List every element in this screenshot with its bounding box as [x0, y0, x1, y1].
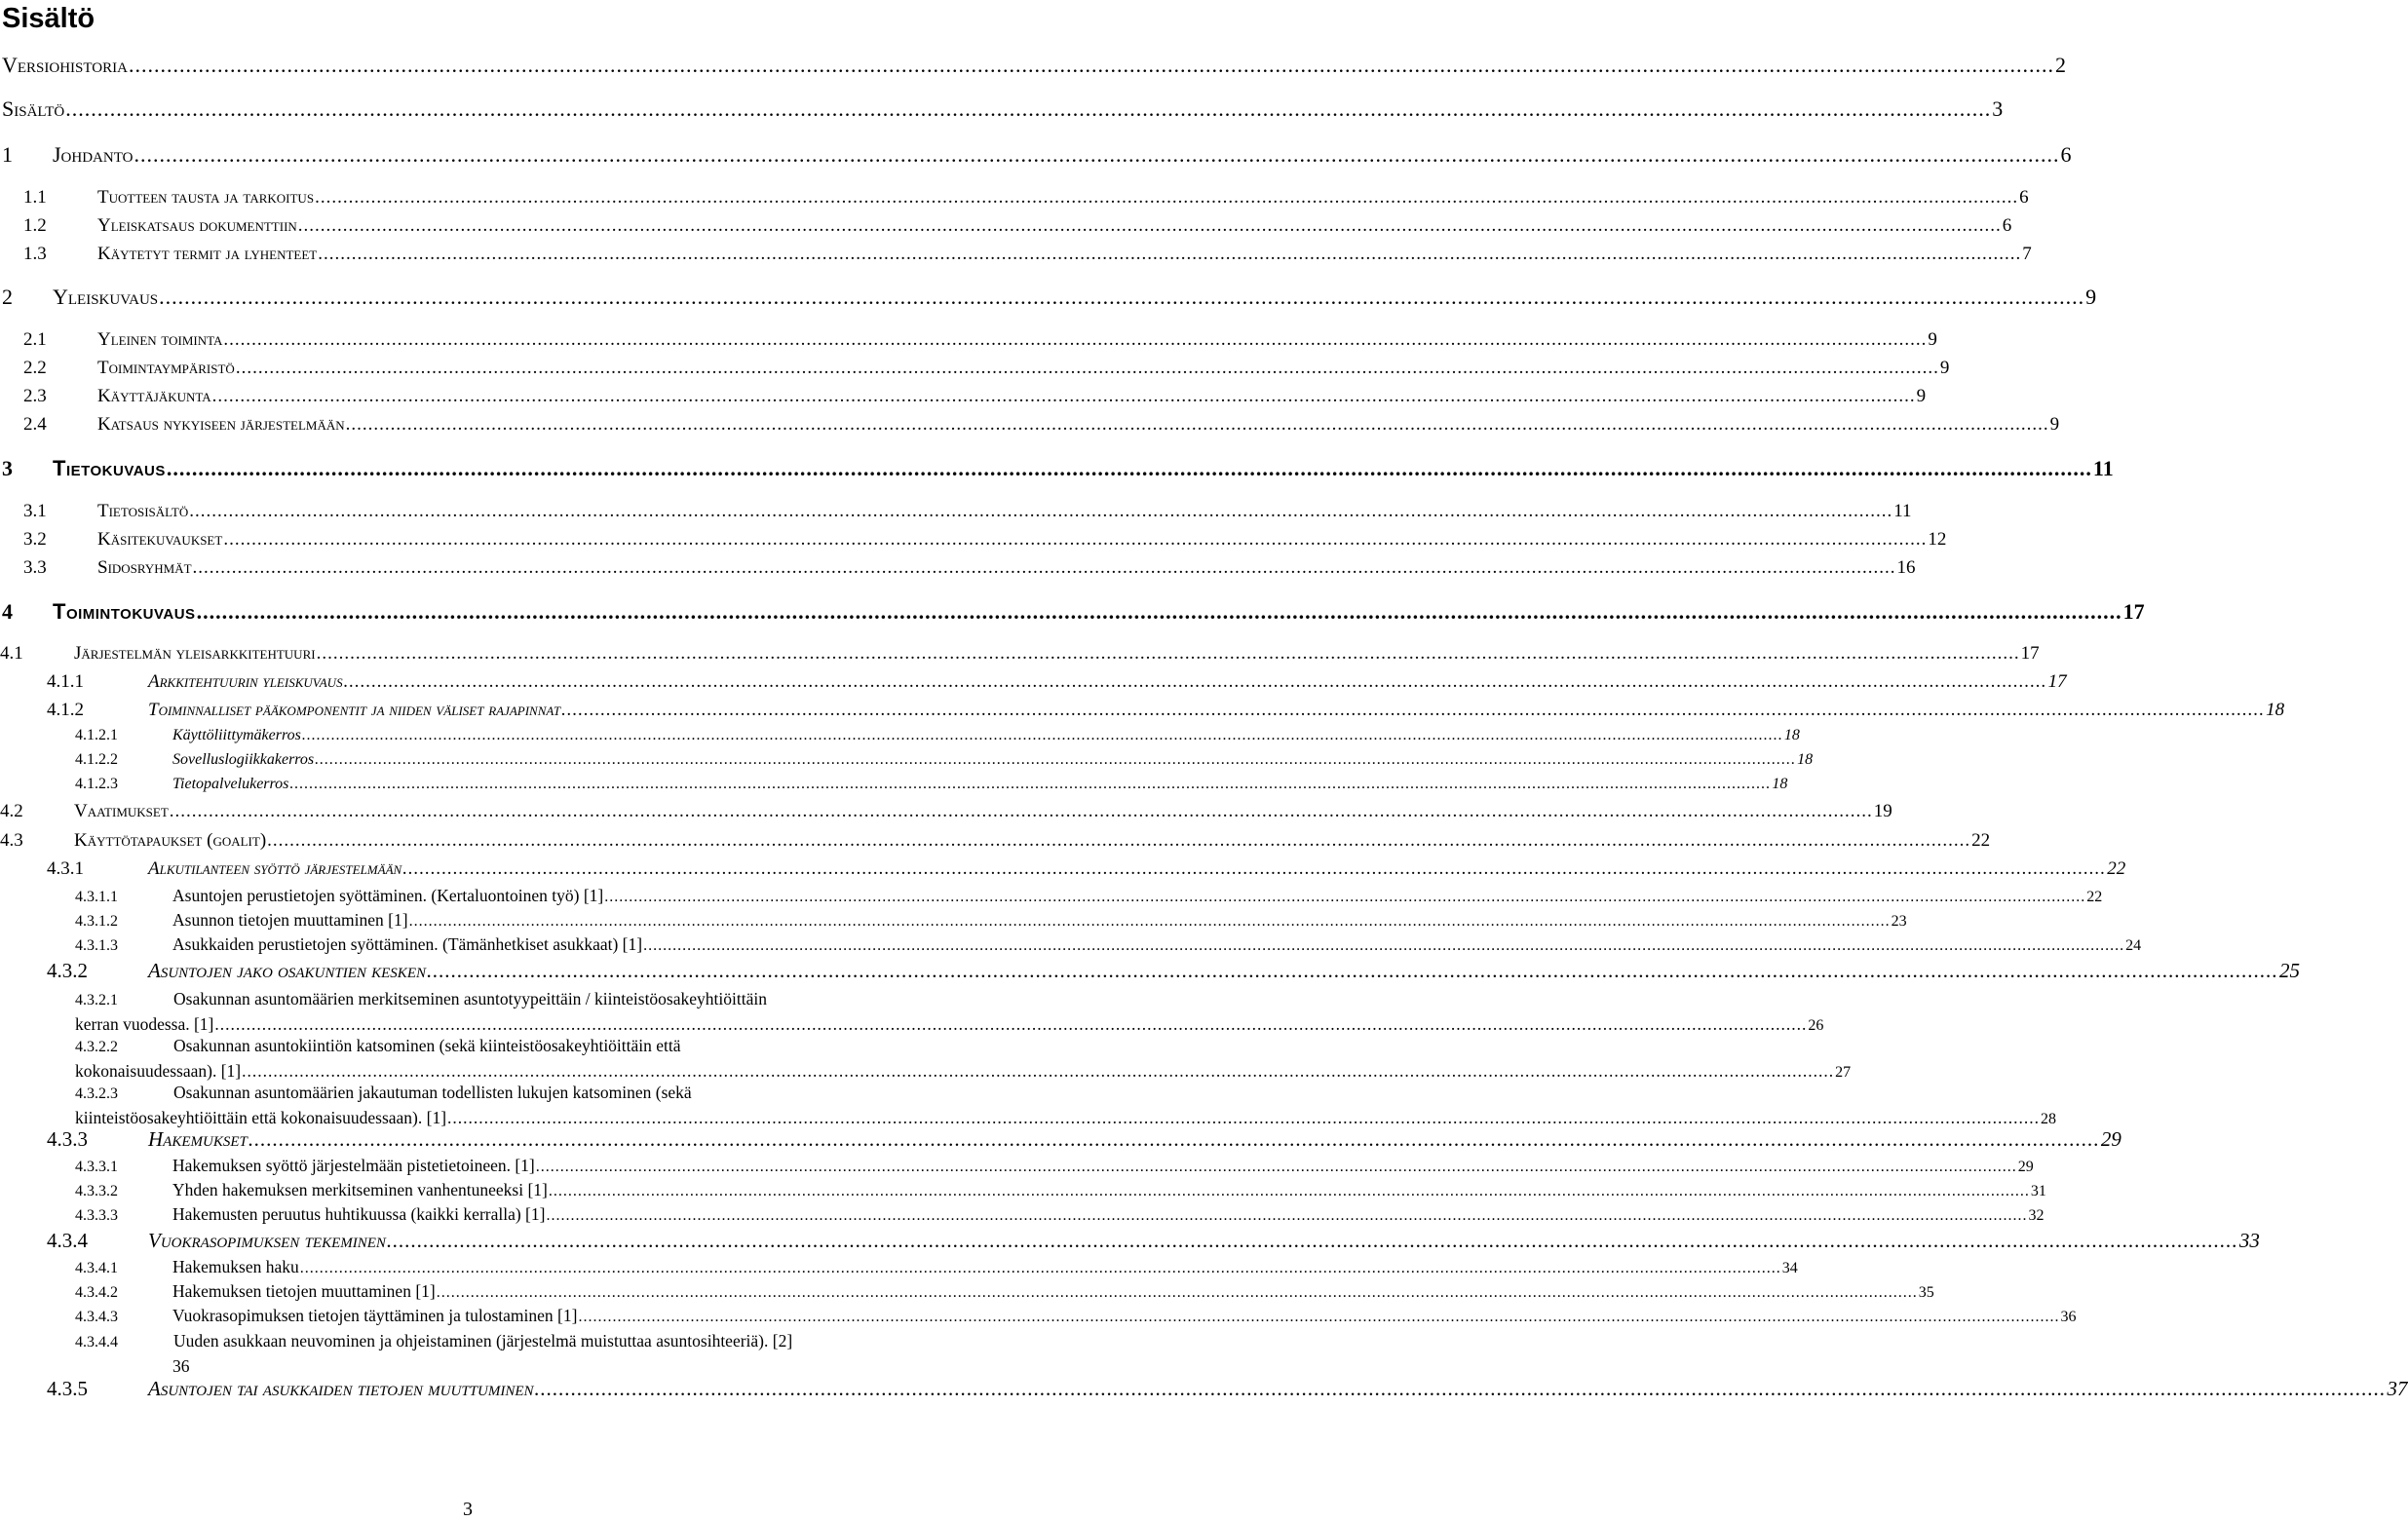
toc-page-number: 17	[2047, 671, 2067, 692]
page-number-footer: 3	[463, 1499, 473, 1520]
toc-entry-number: 4.3.4.3	[75, 1309, 118, 1325]
toc-page-number: 18	[2266, 700, 2285, 720]
toc-entry-number: 4.3.5	[47, 1377, 88, 1400]
toc-entry-label: Arkkitehtuurin yleiskuvaus	[148, 671, 343, 692]
toc-entry-label: Vuokrasopimuksen tekeminen	[148, 1229, 386, 1252]
toc-entry[interactable]	[0, 1127, 2121, 1152]
dot-leader	[212, 386, 1916, 407]
toc-entry-label: Osakunnan asuntomäärien merkitseminen asuntotyypeittäin / kiinteistöosakeyhtiöittäin	[173, 989, 767, 1008]
toc-entry[interactable]	[0, 1229, 2260, 1253]
toc-entry-number: 2.1	[23, 329, 47, 350]
toc-entry[interactable]	[0, 53, 2066, 78]
toc-page-number: 12	[1928, 529, 1947, 550]
dot-leader	[223, 329, 1927, 351]
toc-entry-number: 4.1.2.3	[75, 776, 118, 792]
toc-page-number: 9	[1928, 329, 1937, 350]
dot-leader	[561, 700, 2265, 721]
toc-entry[interactable]	[0, 285, 2097, 310]
dot-leader	[409, 913, 1891, 931]
toc-page-number: 18	[1783, 727, 1800, 743]
toc-entry-label: Järjestelmän yleisarkkitehtuuri	[74, 643, 316, 664]
toc-entry-number: 4.3.2.2	[75, 1039, 118, 1055]
toc-entry[interactable]	[0, 96, 2004, 122]
dot-leader	[167, 456, 2092, 481]
toc-entry-number: 2.2	[23, 358, 47, 378]
toc-page-number: 36	[2060, 1309, 2077, 1325]
toc-entry[interactable]	[0, 142, 2072, 168]
toc-entry-label: Hakemuksen haku	[172, 1257, 299, 1276]
dot-leader	[536, 1159, 2017, 1176]
toc-entry[interactable]	[0, 358, 1950, 379]
dot-leader	[344, 671, 2047, 693]
toc-page-number: 32	[2028, 1207, 2045, 1224]
toc-entry-number: 3.2	[23, 529, 47, 550]
toc-entry-number: 1	[2, 142, 13, 167]
toc-entry-number: 4.3.3.1	[75, 1159, 118, 1175]
toc-entry[interactable]	[0, 244, 2032, 265]
toc-entry[interactable]	[0, 801, 1892, 822]
toc-page-number: 9	[2049, 414, 2060, 435]
toc-page-number: 29	[2017, 1159, 2034, 1175]
toc-entry-label: Yleiskuvaus	[53, 285, 159, 309]
dot-leader	[318, 244, 2021, 265]
dot-leader	[129, 53, 2054, 78]
toc-page-number: 18	[1772, 776, 1788, 792]
dot-leader	[223, 529, 1927, 551]
toc-entry-label: Alkutilanteen syöttö järjestelmään	[148, 858, 402, 879]
toc-entry-number: 3	[2, 456, 13, 480]
toc-entry[interactable]	[0, 1034, 1852, 1084]
toc-entry-number: 4.3.2.1	[75, 992, 118, 1008]
dot-leader	[159, 285, 2084, 310]
toc-entry[interactable]	[0, 1377, 2408, 1401]
toc-entry-number: 4.3.1	[47, 858, 84, 879]
toc-entry-number: 4.2	[0, 801, 23, 821]
toc-entry-number: 4.3.2.3	[75, 1085, 118, 1102]
toc-entry-number: 4.3.4.4	[75, 1334, 118, 1351]
toc-page-number: 6	[2019, 187, 2029, 208]
dot-leader	[236, 358, 1939, 379]
toc-entry[interactable]	[0, 414, 2060, 436]
toc-entry-number: 1.1	[23, 187, 47, 208]
toc-entry[interactable]	[0, 934, 2142, 955]
dot-leader	[427, 959, 2278, 983]
toc-entry-label: Asukkaiden perustietojen syöttäminen. (Tämänhetkiset asukkaat) [1]	[172, 934, 643, 954]
toc-entry-number: 4.3.3.2	[75, 1183, 118, 1199]
toc-entry-label: Yhden hakemuksen merkitseminen vanhentuneeksi [1]	[172, 1180, 548, 1199]
toc-entry-label: Tietokuvaus	[53, 456, 166, 480]
toc-page-number: 11	[1893, 501, 1912, 521]
toc-entry-label: Toimintaympäristö	[97, 358, 235, 378]
toc-entry[interactable]	[0, 858, 2126, 880]
toc-page-number: 22	[1971, 830, 1991, 851]
dot-leader	[298, 215, 2002, 237]
toc-entry[interactable]	[0, 1156, 2034, 1176]
toc-entry-number: 2.4	[23, 414, 47, 435]
toc-page-number: 6	[2002, 215, 2012, 236]
toc-entry[interactable]	[0, 751, 1814, 769]
toc-entry-number: 3.1	[23, 501, 47, 521]
dot-leader	[578, 1309, 2059, 1326]
toc-entry[interactable]	[0, 776, 1788, 793]
toc-page-number: 35	[1918, 1284, 1934, 1301]
toc-entry-label: Johdanto	[53, 142, 134, 167]
toc-page-number: 18	[1797, 751, 1814, 768]
toc-entry-label: Asuntojen perustietojen syöttäminen. (Kertaluontoinen työ) [1]	[172, 886, 604, 905]
toc-entry-number: 3.3	[23, 557, 47, 578]
toc-entry-number: 4.1	[0, 643, 23, 664]
toc-entry-label: Asuntojen jako osakuntien kesken	[148, 959, 426, 982]
toc-page-number: 9	[2085, 285, 2097, 309]
dot-leader	[193, 557, 1896, 579]
toc-page-number: 25	[2278, 959, 2300, 982]
toc-page-number: 29	[2100, 1127, 2121, 1151]
toc-entry[interactable]	[0, 1281, 1934, 1302]
toc-entry-number: 4.1.1	[47, 671, 84, 692]
toc-page-number: 33	[2238, 1229, 2260, 1252]
toc-page-number: 23	[1891, 913, 1907, 930]
toc-entry-label: Hakemuksen syöttö järjestelmään pistetietoineen. [1]	[172, 1156, 535, 1175]
toc-entry[interactable]	[0, 501, 1912, 522]
dot-leader	[549, 1183, 2030, 1200]
toc-entry[interactable]	[0, 329, 1937, 351]
toc-page-number: 27	[1835, 1064, 1852, 1081]
toc-entry[interactable]	[0, 529, 1947, 551]
toc-page-number: 22	[2107, 858, 2126, 879]
dot-leader	[402, 858, 2106, 880]
toc-entry[interactable]	[0, 987, 1824, 1038]
dot-leader	[604, 889, 2085, 906]
toc-entry-number: 4.3.1.3	[75, 937, 118, 954]
toc-entry-label: Hakemuksen tietojen muuttaminen [1]	[172, 1281, 436, 1301]
toc-page-number: 28	[2041, 1111, 2057, 1127]
toc-page-number: 7	[2022, 244, 2032, 264]
toc-page-number: 34	[1781, 1260, 1798, 1276]
toc-entry-label-cont: kiinteistöosakeyhtiöittäin että kokonaisuudessaan). [1]	[75, 1108, 447, 1127]
toc-entry[interactable]	[0, 886, 2103, 906]
toc-entry-label: Asuntojen tai asukkaiden tietojen muuttuminen	[148, 1377, 534, 1400]
toc-entry-label: Toimintokuvaus	[53, 599, 196, 624]
toc-page-number: 37	[2387, 1377, 2408, 1400]
toc-page-number: 17	[2020, 643, 2040, 664]
toc-entry-number: 1.2	[23, 215, 47, 236]
toc-entry-label: Tietosisältö	[97, 501, 189, 521]
dot-leader	[346, 414, 2049, 436]
toc-entry-label-cont: kokonaisuudessaan). [1]	[75, 1061, 242, 1081]
toc-entry-label: Hakemusten peruutus huhtikuussa (kaikki kerralla) [1]	[172, 1204, 546, 1224]
toc-entry-label: Vuokrasopimuksen tietojen täyttäminen ja tulostaminen [1]	[172, 1306, 578, 1325]
toc-entry-label: Versiohistoria	[2, 53, 128, 77]
toc-page-number: 16	[1896, 557, 1916, 578]
toc-page-number: 2	[2054, 53, 2066, 77]
toc-page-number: 22	[2086, 889, 2103, 905]
toc-entry[interactable]	[0, 1257, 1798, 1277]
toc-entry[interactable]	[0, 700, 2285, 721]
toc-page-number: 3	[1992, 96, 2004, 121]
toc-entry[interactable]	[0, 1329, 937, 1379]
toc-entry[interactable]	[0, 386, 1927, 407]
toc-entry[interactable]	[0, 643, 2040, 665]
toc-entry-number: 4.3.1.1	[75, 889, 118, 905]
toc-entry[interactable]	[0, 456, 2114, 481]
toc-entry-number: 4	[2, 599, 13, 624]
toc-page-number: 11	[2092, 456, 2114, 480]
toc-entry-label: Käyttäjäkunta	[97, 386, 211, 406]
toc-entry-label: Tietopalvelukerros	[172, 776, 289, 792]
toc-page-number: 31	[2030, 1183, 2046, 1199]
toc-entry-number: 4.3.4.1	[75, 1260, 118, 1276]
toc-page-number: 17	[2122, 599, 2145, 624]
toc-page-number: 9	[1939, 358, 1950, 378]
toc-entry-label: Toiminnalliset pääkomponentit ja niiden väliset rajapinnat	[148, 700, 561, 720]
toc-entry-label: Käyttötapaukset (goalit)	[74, 830, 267, 851]
toc-entry-number: 4.1.2	[47, 700, 84, 720]
dot-leader	[65, 96, 1991, 122]
dot-leader	[387, 1229, 2238, 1253]
toc-page-number: 6	[2060, 142, 2072, 167]
toc-page-number: 26	[1808, 1017, 1824, 1034]
dot-leader	[289, 776, 1771, 793]
toc-entry-number: 4.3.3.3	[75, 1207, 118, 1224]
toc-entry[interactable]	[0, 1180, 2046, 1200]
toc-entry-number: 4.3.2	[47, 959, 88, 982]
dot-leader	[189, 501, 1892, 522]
toc-page-number: 24	[2125, 937, 2142, 954]
toc-entry[interactable]	[0, 215, 2012, 237]
toc-entry-label: Katsaus nykyiseen järjestelmään	[97, 414, 345, 435]
toc-entry[interactable]	[0, 959, 2300, 983]
toc-entry[interactable]	[0, 727, 1800, 744]
dot-leader	[302, 727, 1783, 744]
toc-entry-label: Osakunnan asuntokiintiön katsominen (sekä kiinteistöosakeyhtiöittäin että	[173, 1036, 681, 1055]
toc-entry-number: 4.1.2.2	[75, 751, 118, 768]
toc-entry-label: Uuden asukkaan neuvominen ja ohjeistaminen (järjestelmä muistuttaa asuntosihteeriä). [2]	[173, 1331, 793, 1351]
toc-entry[interactable]	[0, 1204, 2045, 1225]
dot-leader	[300, 1260, 1781, 1277]
toc-entry-number: 4.1.2.1	[75, 727, 118, 743]
dot-leader	[197, 599, 2122, 625]
dot-leader	[546, 1207, 2027, 1225]
toc-entry[interactable]	[0, 1306, 2077, 1326]
toc-entry-label: Osakunnan asuntomäärien jakautuman todellisten lukujen katsominen (sekä	[173, 1083, 692, 1102]
toc-page-number: 9	[1916, 386, 1927, 406]
toc-entry[interactable]	[0, 671, 2067, 693]
toc-entry[interactable]	[0, 599, 2145, 625]
dot-leader	[170, 801, 1873, 822]
toc-page-number: 36	[172, 1356, 190, 1376]
dot-leader	[315, 751, 1796, 769]
toc-entry-label: Asunnon tietojen muuttaminen [1]	[172, 910, 408, 930]
dot-leader	[315, 187, 2018, 209]
toc-entry[interactable]	[0, 557, 1916, 579]
toc-entry[interactable]	[0, 187, 2029, 209]
toc-entry-label: Hakemukset	[148, 1127, 248, 1151]
toc-entry-number: 1.3	[23, 244, 47, 264]
toc-entry-label: Vaatimukset	[74, 801, 169, 821]
page-title: Sisältö	[2, 3, 96, 34]
toc-entry-label: Sidosryhmät	[97, 557, 192, 578]
toc-page-number: 19	[1873, 801, 1892, 821]
toc-entry-label: Käyttöliittymäkerros	[172, 727, 301, 743]
toc-entry-label: Tuotteen tausta ja tarkoitus	[97, 187, 315, 208]
toc-entry-label: Sisältö	[2, 96, 65, 121]
toc-entry-number: 4.3.3	[47, 1127, 88, 1151]
toc-entry-number: 4.3.4.2	[75, 1284, 118, 1301]
dot-leader	[317, 643, 2020, 665]
toc-entry-label: Käytetyt termit ja lyhenteet	[97, 244, 318, 264]
dot-leader	[248, 1127, 2100, 1152]
toc-entry-number: 4.3	[0, 830, 23, 851]
dot-leader	[134, 142, 2059, 168]
toc-entry-label: Sovelluslogiikkakerros	[172, 751, 315, 768]
toc-entry-label: Yleiskatsaus dokumenttiin	[97, 215, 297, 236]
toc-entry[interactable]	[0, 830, 1991, 852]
toc-entry-number: 2.3	[23, 386, 47, 406]
toc-entry[interactable]	[0, 910, 1907, 931]
dot-leader	[267, 830, 1970, 852]
toc-entry-number: 2	[2, 285, 13, 309]
dot-leader	[437, 1284, 1918, 1302]
toc-entry[interactable]	[0, 1081, 2057, 1131]
toc-entry-label-cont: kerran vuodessa. [1]	[75, 1014, 214, 1034]
toc-entry-number: 4.3.4	[47, 1229, 88, 1252]
toc-entry-label: Käsitekuvaukset	[97, 529, 223, 550]
dot-leader	[535, 1377, 2387, 1401]
dot-leader	[643, 937, 2124, 955]
toc-entry-label: Yleinen toiminta	[97, 329, 223, 350]
toc-entry-number: 4.3.1.2	[75, 913, 118, 930]
